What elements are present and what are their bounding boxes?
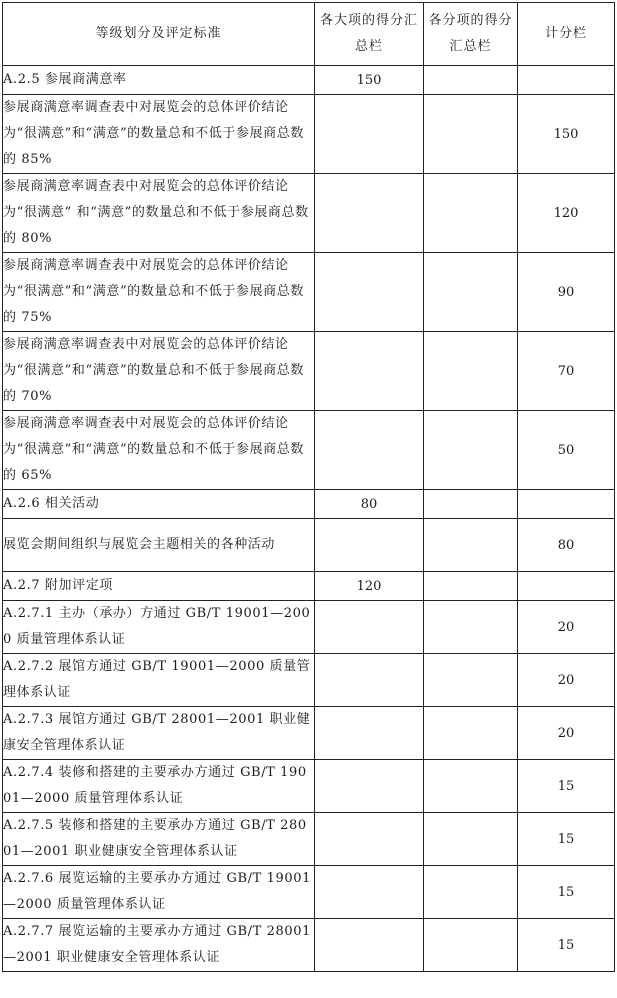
table-row [3,95,615,174]
row-description: 参展商满意率调查表中对展览会的总体评价结论为“很满意”和“满意”的数量总和不低于参展商总数的 75% [3,253,315,332]
row-score [518,490,615,519]
row-major-total [315,519,424,572]
table-row [3,253,615,332]
row-major-total [315,601,424,654]
table-row [3,813,615,866]
row-sub-total [424,760,518,813]
table-row [3,174,615,253]
row-score: 20 [518,707,615,760]
row-sub-total [424,174,518,253]
row-major-total: 80 [315,490,424,519]
row-score [518,66,615,95]
table-row [3,66,615,95]
row-description: A.2.7.5 装修和搭建的主要承办方通过 GB/T 28001—2001 职业健康安全管理体系认证 [3,813,315,866]
row-major-total [315,654,424,707]
row-description: A.2.7.1 主办（承办）方通过 GB/T 19001—2000 质量管理体系认证 [3,601,315,654]
row-score: 20 [518,654,615,707]
row-major-total [315,760,424,813]
row-sub-total [424,253,518,332]
table-row [3,490,615,519]
row-sub-total [424,707,518,760]
row-major-total [315,813,424,866]
table-row [3,654,615,707]
row-score [518,572,615,601]
table-row [3,519,615,572]
row-score: 70 [518,332,615,411]
row-score: 20 [518,601,615,654]
row-score: 80 [518,519,615,572]
row-score: 90 [518,253,615,332]
row-score: 15 [518,919,615,972]
row-sub-total [424,654,518,707]
row-description: 参展商满意率调查表中对展览会的总体评价结论为“很满意”和“满意”的数量总和不低于参展商总数的 85% [3,95,315,174]
table-row [3,601,615,654]
row-major-total: 150 [315,66,424,95]
row-description: 参展商满意率调查表中对展览会的总体评价结论为“很满意”和“满意”的数量总和不低于参展商总数的 65% [3,411,315,490]
row-description: A.2.7.7 展览运输的主要承办方通过 GB/T 28001—2001 职业健康安全管理体系认证 [3,919,315,972]
header-score: 计分栏 [518,3,615,66]
row-sub-total [424,411,518,490]
row-description: A.2.6 相关活动 [3,490,315,519]
row-description: A.2.7.3 展馆方通过 GB/T 28001—2001 职业健康安全管理体系认证 [3,707,315,760]
row-major-total [315,411,424,490]
row-major-total [315,253,424,332]
row-sub-total [424,866,518,919]
table-header-row [3,3,615,66]
row-description: 参展商满意率调查表中对展览会的总体评价结论为“很满意”和“满意”的数量总和不低于参展商总数的 70% [3,332,315,411]
table-row [3,572,615,601]
row-description: A.2.5 参展商满意率 [3,66,315,95]
table-row [3,411,615,490]
row-major-total [315,707,424,760]
row-major-total [315,174,424,253]
table-row [3,760,615,813]
row-score: 150 [518,95,615,174]
row-score: 15 [518,866,615,919]
row-sub-total [424,519,518,572]
row-sub-total [424,490,518,519]
row-sub-total [424,572,518,601]
header-sub-total: 各分项的得分汇总栏 [424,3,518,66]
row-score: 15 [518,813,615,866]
row-sub-total [424,601,518,654]
table-row [3,707,615,760]
row-sub-total [424,332,518,411]
row-description: A.2.7.2 展馆方通过 GB/T 19001—2000 质量管理体系认证 [3,654,315,707]
row-major-total: 120 [315,572,424,601]
scoring-table [2,2,615,972]
table-row [3,332,615,411]
row-description: 展览会期间组织与展览会主题相关的各种活动 [3,519,315,572]
row-major-total [315,919,424,972]
row-sub-total [424,95,518,174]
row-major-total [315,866,424,919]
row-sub-total [424,919,518,972]
row-description: A.2.7 附加评定项 [3,572,315,601]
row-sub-total [424,813,518,866]
header-criteria: 等级划分及评定标准 [3,3,315,66]
row-major-total [315,332,424,411]
row-score: 15 [518,760,615,813]
row-major-total [315,95,424,174]
row-description: 参展商满意率调查表中对展览会的总体评价结论为“很满意” 和“满意”的数量总和不低于参展商总数的 80% [3,174,315,253]
table-row [3,866,615,919]
row-score: 50 [518,411,615,490]
row-description: A.2.7.6 展览运输的主要承办方通过 GB/T 19001—2000 质量管理体系认证 [3,866,315,919]
header-major-total: 各大项的得分汇总栏 [315,3,424,66]
row-description: A.2.7.4 装修和搭建的主要承办方通过 GB/T 19001—2000 质量管理体系认证 [3,760,315,813]
table-row [3,919,615,972]
row-score: 120 [518,174,615,253]
row-sub-total [424,66,518,95]
